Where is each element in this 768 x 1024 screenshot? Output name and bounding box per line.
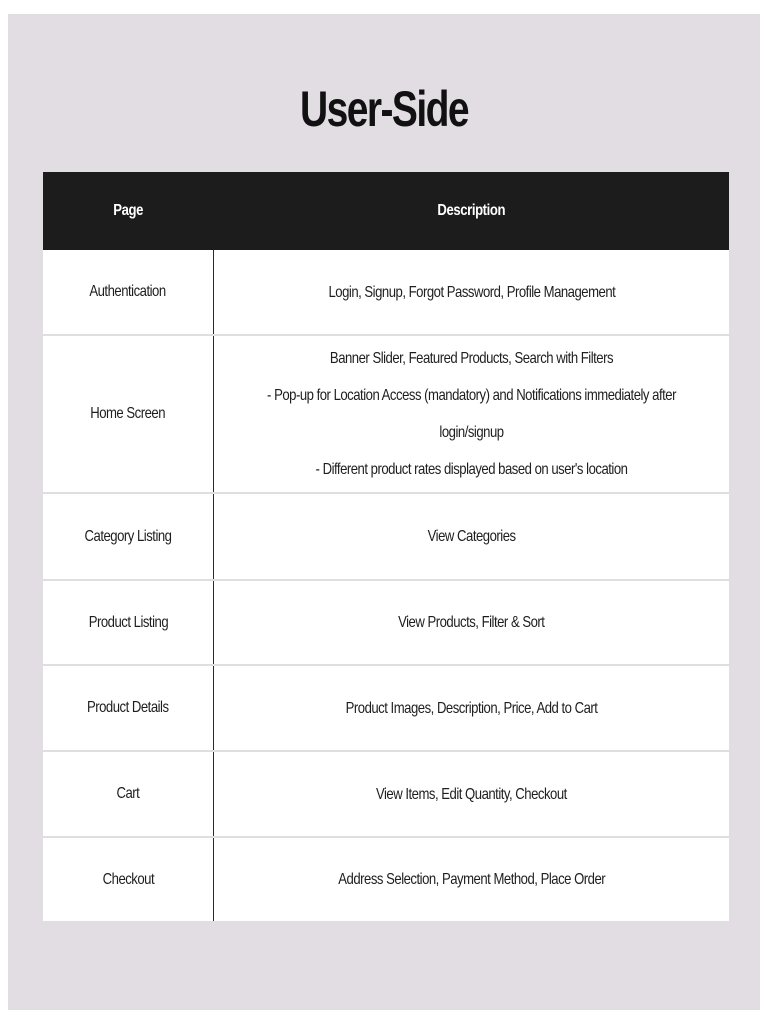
page-name: Category Listing [84, 527, 172, 545]
description-cell [214, 580, 730, 665]
page-name: Product Listing [88, 613, 168, 631]
header-page-label: Page [113, 202, 144, 219]
page-cell [43, 335, 214, 493]
description-line: - Different product rates displayed based on user's location [315, 461, 628, 478]
description-cell [214, 751, 730, 837]
description-cell [214, 493, 730, 580]
table-header-row [43, 172, 729, 250]
page-name: Checkout [102, 870, 154, 888]
page-cell [43, 250, 214, 335]
description-cell [214, 665, 730, 751]
description-line: - Pop-up for Location Access (mandatory) and Notifications immediately after login/signup [267, 387, 676, 441]
table-row [43, 335, 729, 493]
page-name: Home Screen [90, 405, 166, 422]
table-row [43, 751, 729, 837]
description-line: Banner Slider, Featured Products, Search with Filters [329, 350, 614, 367]
description-line: Address Selection, Payment Method, Place Order [338, 871, 605, 888]
description-line: View Categories [427, 528, 516, 545]
description-line: View Items, Edit Quantity, Checkout [376, 785, 567, 803]
page-cell [43, 493, 214, 580]
page-name: Authentication [89, 283, 167, 300]
page-name: Product Details [87, 699, 169, 716]
page-title: User-Side [299, 81, 469, 137]
description-line: View Products, Filter & Sort [398, 614, 545, 631]
page-name: Cart [116, 785, 140, 802]
pages-table [43, 172, 729, 923]
header-page [43, 172, 214, 250]
table-row [43, 250, 729, 335]
description-cell [214, 335, 730, 493]
description-cell [214, 837, 730, 922]
table-row [43, 493, 729, 580]
description-line: Product Images, Description, Price, Add to Cart [345, 699, 598, 717]
page-cell [43, 751, 214, 837]
table-row [43, 580, 729, 665]
description-line: Login, Signup, Forgot Password, Profile Management [328, 283, 615, 301]
description-cell [214, 250, 730, 335]
header-description [214, 172, 730, 250]
table-row [43, 837, 729, 922]
page-cell [43, 837, 214, 922]
document-page [8, 14, 760, 1010]
page-cell [43, 580, 214, 665]
table-row [43, 665, 729, 751]
header-description-label: Description [437, 202, 506, 219]
page-cell [43, 665, 214, 751]
